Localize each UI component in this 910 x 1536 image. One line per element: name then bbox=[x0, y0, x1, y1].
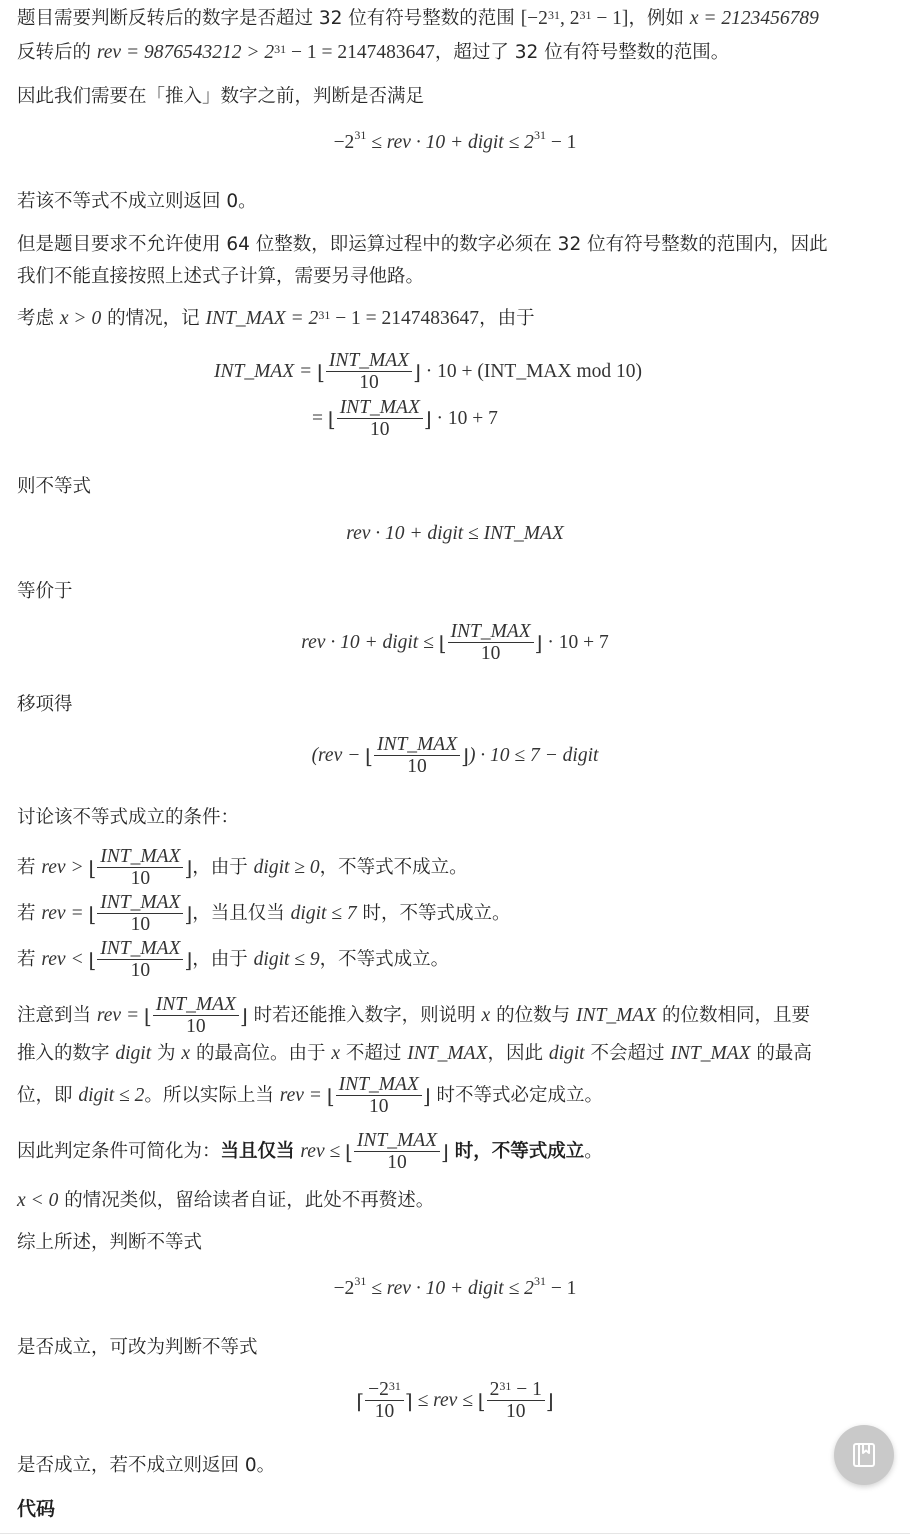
para-simplified: 因此判定条件可简化为：当且仅当 rev ≤ ⌊ $\frac{\text{INT\_MAX}}{10}$ ⌋ 时，不等式成立。 bbox=[17, 1130, 603, 1174]
para-then-ineq: 则不等式 bbox=[17, 476, 92, 497]
para-note-3: 位，即 digit ≤ 2。所以实际上当 rev = ⌊ $\frac{\text{INT\_MAX}}{10}$ ⌋ 时不等式必定成立。 bbox=[17, 1074, 604, 1118]
case-rev-equal: 若 rev = ⌊ $\frac{\text{INT\_MAX}}{10}$ ⌋，当且仅当 digit ≤ 7 时，不等式成立。 bbox=[17, 892, 511, 936]
case-rev-greater: 若 rev > ⌊ $\frac{\text{INT\_MAX}}{10}$ ⌋，由于 digit ≥ 0，不等式不成立。 bbox=[17, 846, 468, 890]
math-int-max-def: INT_MAX = $2^{31} - 1 = 2147483647$ bbox=[205, 308, 480, 329]
para-no-64bit: 但是题目要求不允许使用 64 位整数，即运算过程中的数字必须在 32 位有符号整数的范围内，因此 bbox=[17, 234, 828, 255]
formula-int-max-split: INT_MAX = ⌊ $\frac{\text{INT\_MAX}}{10}$ ⌋ · 10 + (INT_MAX mod 10) bbox=[214, 350, 643, 393]
formula-range-check: $-2^{31}$ ≤ rev · 10 + digit ≤ $2^{31} - 1$ bbox=[333, 128, 577, 153]
formula-ineq-int-max: rev · 10 + digit ≤ INT_MAX bbox=[346, 523, 564, 544]
para-no-64bit-cont: 我们不能直接按照上述式子计算，需要另寻他路。 bbox=[17, 266, 425, 287]
notebook-button[interactable] bbox=[834, 1425, 894, 1485]
para-alternative: 是否成立，可改为判断不等式 bbox=[17, 1337, 258, 1358]
para-range-intro bbox=[17, 3, 819, 35]
math-range: [$-2^{31}$, $2^{31} - 1$] bbox=[520, 8, 629, 29]
section-heading-code: 代码 bbox=[17, 1498, 56, 1520]
para-return-zero: 若该不等式不成立则返回 0。 bbox=[17, 191, 257, 212]
math-x-example: x = 2123456789 bbox=[689, 8, 819, 29]
text-segment: ，例如 bbox=[628, 8, 690, 29]
formula-rearranged: (rev − ⌊ $\frac{\text{INT\_MAX}}{10}$ ⌋) · 10 ≤ 7 − digit bbox=[311, 734, 599, 777]
para-summary: 综上所述，判断不等式 bbox=[17, 1232, 203, 1253]
para-negative-case: x < 0 的情况类似，留给读者自证，此处不再赘述。 bbox=[17, 1190, 435, 1211]
para-final: 是否成立，若不成立则返回 0。 bbox=[17, 1455, 276, 1476]
para-int-max-def: 考虑 x > 0 的情况，记 INT_MAX = $2^{31} - 1 = 2147483647$，由于 bbox=[17, 308, 535, 329]
formula-int-max-split-2: = ⌊ $\frac{\text{INT\_MAX}}{10}$ ⌋ · 10 + 7 bbox=[312, 397, 498, 440]
formula-final-check: ⌈ $\frac{-2^{31}}{10}$ ⌉ ≤ rev ≤ ⌊ $\frac{2^{31} - 1}{10}$ ⌋ bbox=[356, 1379, 554, 1422]
formula-range-check-2: $-2^{31}$ ≤ rev · 10 + digit ≤ $2^{31} - 1$ bbox=[333, 1274, 577, 1299]
para-range-intro-cont: 反转后的 rev = $9876543212 > 2^{31} - 1 = 2147483647$，超过了 32 位有符号整数的范围。 bbox=[17, 42, 730, 63]
book-icon bbox=[852, 1442, 876, 1468]
formula-ineq-floor: rev · 10 + digit ≤ ⌊ $\frac{\text{INT\_MAX}}{10}$ ⌋ · 10 + 7 bbox=[301, 621, 609, 664]
divider bbox=[0, 1533, 910, 1534]
text-segment: 题目需要判断反转后的数字是否超过 32 位有符号整数的范围 bbox=[17, 8, 521, 29]
para-note-1: 注意到当 rev = ⌊ $\frac{\text{INT\_MAX}}{10}$ ⌋ 时若还能推入数字，则说明 x 的位数与 INT_MAX 的位数相同，且要 bbox=[17, 994, 811, 1038]
case-rev-less: 若 rev < ⌊ $\frac{\text{INT\_MAX}}{10}$ ⌋，由于 digit ≤ 9，不等式成立。 bbox=[17, 938, 450, 982]
math-rev-example: rev = $9876543212 > 2^{31} - 1 = 2147483647$ bbox=[96, 42, 435, 63]
para-rearrange: 移项得 bbox=[17, 694, 73, 715]
para-discuss: 讨论该不等式成立的条件： bbox=[17, 807, 240, 828]
para-before-push: 因此我们需要在「推入」数字之前，判断是否满足 bbox=[17, 86, 425, 107]
para-note-2: 推入的数字 digit 为 x 的最高位。由于 x 不超过 INT_MAX，因此 digit 不会超过 INT_MAX 的最高 bbox=[17, 1043, 812, 1064]
para-equivalent: 等价于 bbox=[17, 581, 73, 602]
